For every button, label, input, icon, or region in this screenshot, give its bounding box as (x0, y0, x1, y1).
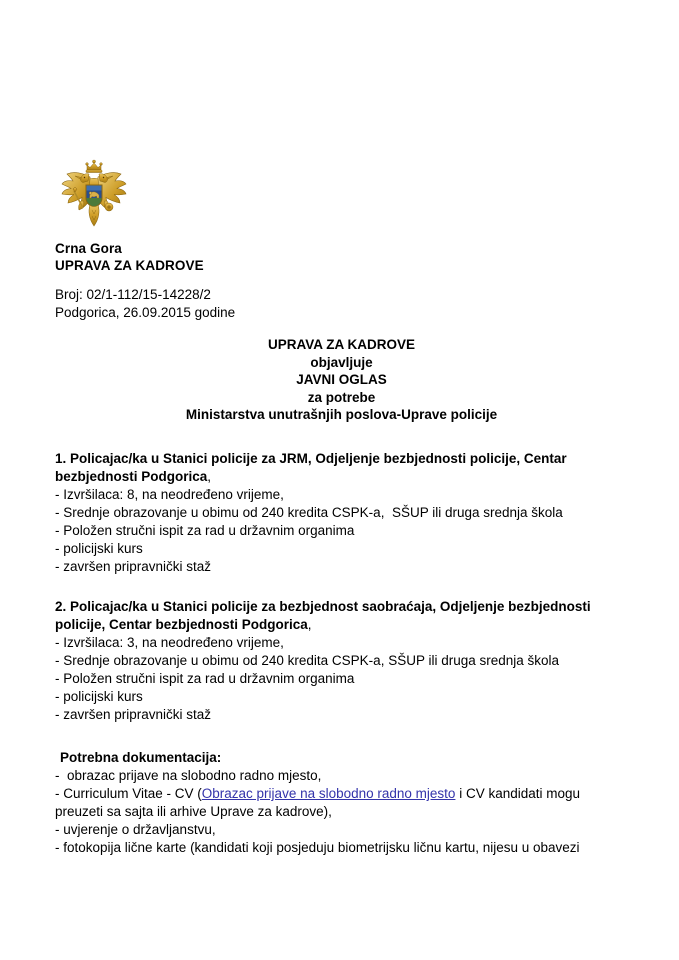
list-item: - Položen stručni ispit za rad u državnim organima (55, 523, 355, 538)
document-place-date: Podgorica, 26.09.2015 godine (55, 305, 236, 320)
list-item: - Izvršilaca: 8, na neodređeno vrijeme, (55, 487, 284, 502)
application-form-link[interactable]: Obrazac prijave na slobodno radno mjesto (201, 786, 456, 801)
list-item: - fotokopija lične karte (kandidati koji posjeduju biometrijsku ličnu kartu, nijesu u obavezi (55, 840, 580, 855)
list-item: - policijski kurs (55, 689, 143, 704)
institution-name: UPRAVA ZA KADROVE (55, 258, 204, 273)
position-1-title: 1. Policajac/ka u Stanici policije za JRM, Odjeljenje bezbjednosti policije, Centar bezbjednosti Podgorica (55, 451, 567, 484)
document-number: Broj: 02/1-112/15-14228/2 (55, 287, 211, 302)
list-item: - završen pripravnički staž (55, 559, 212, 574)
position-1-heading (55, 450, 630, 486)
letterhead (55, 155, 615, 274)
document-metadata (55, 286, 235, 322)
list-item: - uvjerenje o državljanstvu, (55, 822, 216, 837)
montenegro-coat-of-arms-icon (59, 155, 129, 235)
required-documentation-section (55, 749, 630, 857)
cv-item-prefix: - Curriculum Vitae - CV ( (55, 786, 202, 801)
announcement-header (55, 336, 628, 424)
position-2-requirements (55, 634, 630, 724)
cv-item-suffix: i CV kandidati mogu preuzeti sa sajta ili arhive Uprave za kadrove), (55, 786, 584, 819)
position-1-requirements (55, 486, 630, 576)
announcement-line-4: za potrebe (307, 389, 376, 405)
announcement-line-3: JAVNI OGLAS (296, 372, 387, 387)
position-2-title: 2. Policajac/ka u Stanici policije za bezbjednost saobraćaja, Odjeljenje bezbjednosti policije, Centar bezbjednosti Podgorica (55, 599, 591, 632)
list-item: - Izvršilaca: 3, na neodređeno vrijeme, (55, 635, 284, 650)
announcement-line-2: objavljuje (310, 354, 373, 370)
list-item-with-link (55, 785, 630, 821)
announcement-line-5: Ministarstva unutrašnjih poslova-Uprave policije (185, 407, 498, 422)
list-item: - završen pripravnički staž (55, 707, 212, 722)
list-item: - Srednje obrazovanje u obimu od 240 kredita CSPK-a, SŠUP ili druga srednja škola (55, 653, 560, 668)
list-item: - policijski kurs (55, 541, 143, 556)
position-2-title-tail: , (307, 617, 312, 632)
documentation-heading: Potrebna dokumentacija: (60, 750, 222, 765)
position-2-heading (55, 598, 630, 634)
list-item: - Položen stručni ispit za rad u državnim organima (55, 671, 355, 686)
organization-block (55, 240, 615, 274)
documentation-list (55, 767, 630, 857)
list-item: - Srednje obrazovanje u obimu od 240 kredita CSPK-a, SŠUP ili druga srednja škola (55, 505, 563, 520)
position-1-title-tail: , (207, 469, 212, 484)
country-name: Crna Gora (55, 241, 122, 256)
job-position-section-1 (55, 450, 630, 576)
list-item: - obrazac prijave na slobodno radno mjesto, (55, 768, 322, 783)
announcement-line-1: UPRAVA ZA KADROVE (267, 337, 415, 352)
job-position-section-2 (55, 598, 630, 724)
